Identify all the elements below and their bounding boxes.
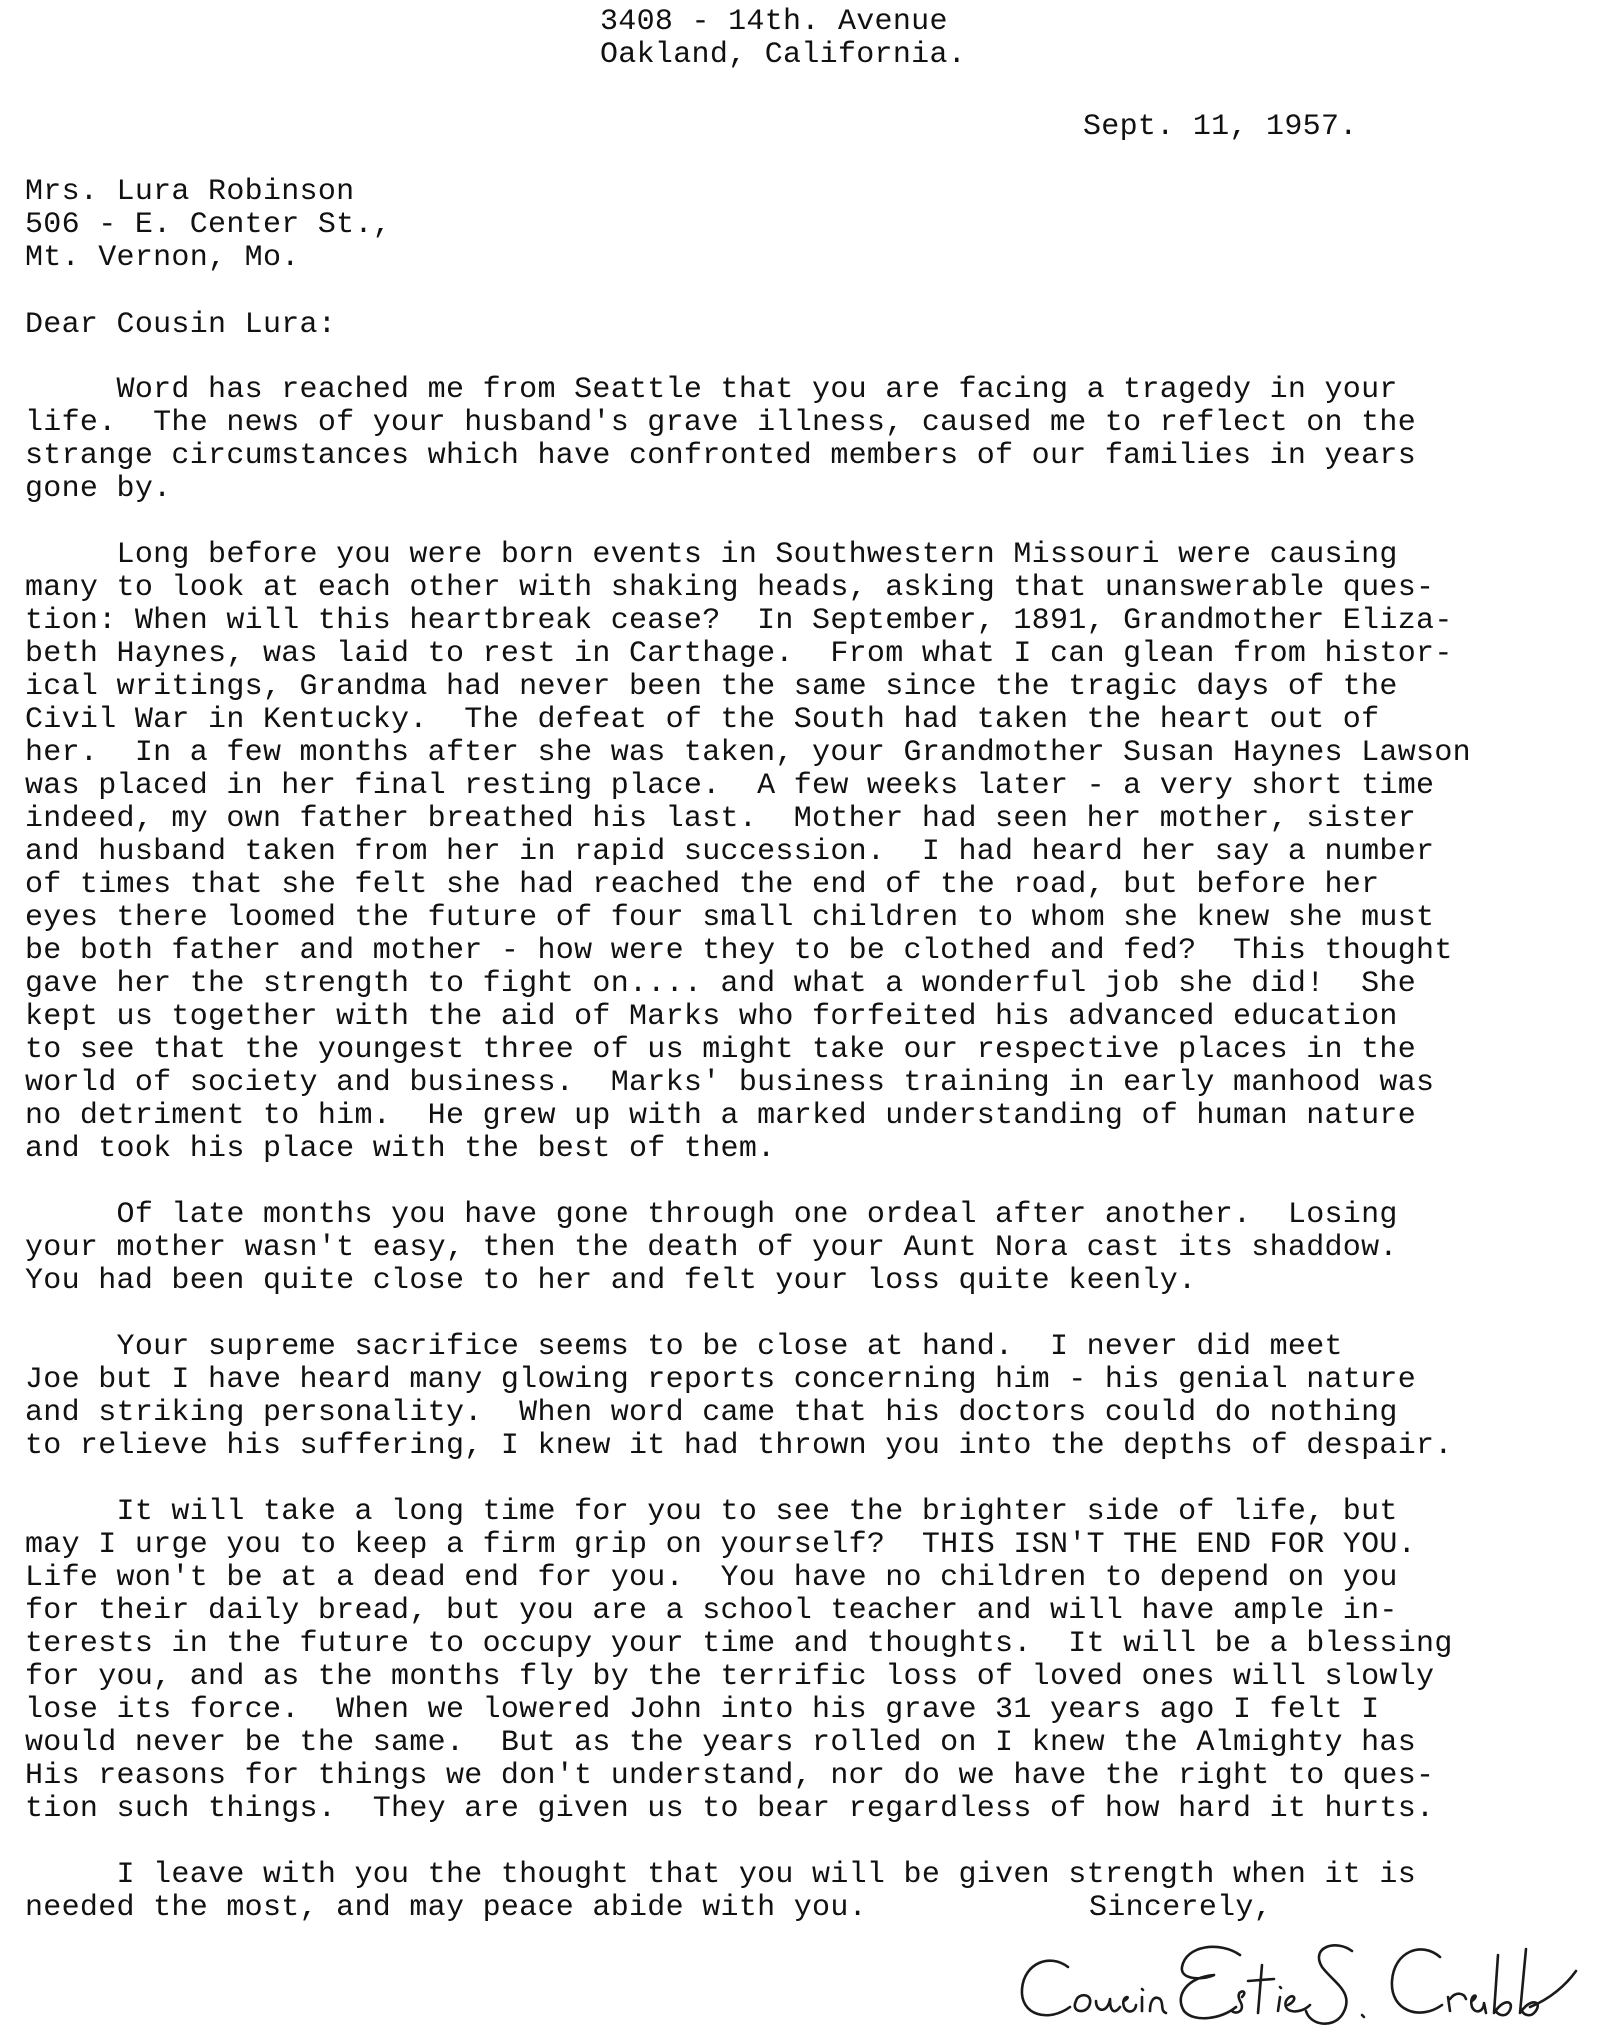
body-line: of times that she felt she had reached the end of the road, but before her <box>25 868 1380 902</box>
body-line: You had been quite close to her and felt your loss quite keenly. <box>25 1264 1197 1298</box>
body-line: and husband taken from her in rapid succession. I had heard her say a number <box>25 835 1435 869</box>
body-line: tion: When will this heartbreak cease? In September, 1891, Grandmother Eliza- <box>25 604 1453 638</box>
letter-date: Sept. 11, 1957. <box>1083 110 1358 144</box>
body-line: beth Haynes, was laid to rest in Carthage. From what I can glean from histor- <box>25 637 1453 671</box>
body-line: Word has reached me from Seattle that you are facing a tragedy in your <box>25 373 1398 407</box>
recipient-street: 506 - E. Center St., <box>25 208 392 242</box>
body-line: terests in the future to occupy your time and thoughts. It will be a blessing <box>25 1627 1453 1661</box>
sender-address <box>600 6 966 72</box>
letter-body <box>25 374 1585 1925</box>
body-line: Civil War in Kentucky. The defeat of the South had taken the heart out of <box>25 703 1380 737</box>
body-line: world of society and business. Marks' business training in early manhood was <box>25 1066 1435 1100</box>
body-line: no detriment to him. He grew up with a marked understanding of human nature <box>25 1099 1417 1133</box>
body-line: indeed, my own father breathed his last. Mother had seen her mother, sister <box>25 802 1417 836</box>
body-line: would never be the same. But as the years rolled on I knew the Almighty has <box>25 1726 1417 1760</box>
body-line: ical writings, Grandma had never been the same since the tragic days of the <box>25 670 1398 704</box>
sender-address-line: 3408 - 14th. Avenue <box>600 5 948 39</box>
paragraph <box>25 1199 1585 1298</box>
body-line: lose its force. When we lowered John into his grave 31 years ago I felt I <box>25 1693 1380 1727</box>
body-line: tion such things. They are given us to bear regardless of how hard it hurts. <box>25 1792 1435 1826</box>
body-line: Joe but I have heard many glowing reports concerning him - his genial nature <box>25 1363 1417 1397</box>
body-line: gave her the strength to fight on.... and what a wonderful job she did! She <box>25 967 1417 1001</box>
paragraph <box>25 1496 1585 1826</box>
body-line: kept us together with the aid of Marks who forfeited his advanced education <box>25 1000 1398 1034</box>
body-line: needed the most, and may peace abide with you. <box>25 1891 867 1925</box>
body-line: your mother wasn't easy, then the death of your Aunt Nora cast its shaddow. <box>25 1231 1398 1265</box>
body-line: It will take a long time for you to see the brighter side of life, but <box>25 1495 1398 1529</box>
body-line: Of late months you have gone through one ordeal after another. Losing <box>25 1198 1398 1232</box>
body-line: gone by. <box>25 472 172 506</box>
sender-address-line: Oakland, California. <box>600 38 967 72</box>
body-line: life. The news of your husband's grave illness, caused me to reflect on the <box>25 406 1417 440</box>
body-line: Your supreme sacrifice seems to be close at hand. I never did meet <box>25 1330 1343 1364</box>
salutation: Dear Cousin Lura: <box>25 308 337 342</box>
body-line: many to look at each other with shaking heads, asking that unanswerable ques- <box>25 571 1435 605</box>
sign-off: Sincerely, <box>1089 1891 1273 1925</box>
paragraph <box>25 539 1585 1166</box>
paragraph <box>25 374 1585 506</box>
body-line: to relieve his suffering, I knew it had thrown you into the depths of despair. <box>25 1429 1453 1463</box>
signature-scrawl <box>1010 1915 1590 2035</box>
handwritten-signature <box>1010 1915 1590 2035</box>
body-line: was placed in her final resting place. A few weeks later - a very short time <box>25 769 1435 803</box>
body-line: to see that the youngest three of us might take our respective places in the <box>25 1033 1417 1067</box>
recipient-name: Mrs. Lura Robinson <box>25 175 355 209</box>
body-line: her. In a few months after she was taken, your Grandmother Susan Haynes Lawson <box>25 736 1471 770</box>
paragraph <box>25 1331 1585 1463</box>
body-line: Life won't be at a dead end for you. You have no children to depend on you <box>25 1561 1398 1595</box>
body-line: I leave with you the thought that you will be given strength when it is <box>25 1858 1417 1892</box>
body-line: for their daily bread, but you are a school teacher and will have ample in- <box>25 1594 1398 1628</box>
body-line: be both father and mother - how were they to be clothed and fed? This thought <box>25 934 1453 968</box>
body-line: strange circumstances which have confronted members of our families in years <box>25 439 1417 473</box>
body-line: may I urge you to keep a firm grip on yourself? THIS ISN'T THE END FOR YOU. <box>25 1528 1417 1562</box>
body-line: Long before you were born events in Southwestern Missouri were causing <box>25 538 1398 572</box>
recipient-address <box>25 176 391 275</box>
body-line: eyes there loomed the future of four small children to whom she knew she must <box>25 901 1435 935</box>
recipient-city: Mt. Vernon, Mo. <box>25 241 300 275</box>
body-line: for you, and as the months fly by the terrific loss of loved ones will slowly <box>25 1660 1435 1694</box>
body-line: and took his place with the best of them. <box>25 1132 776 1166</box>
body-line: His reasons for things we don't understand, nor do we have the right to ques- <box>25 1759 1435 1793</box>
body-line: and striking personality. When word came that his doctors could do nothing <box>25 1396 1398 1430</box>
